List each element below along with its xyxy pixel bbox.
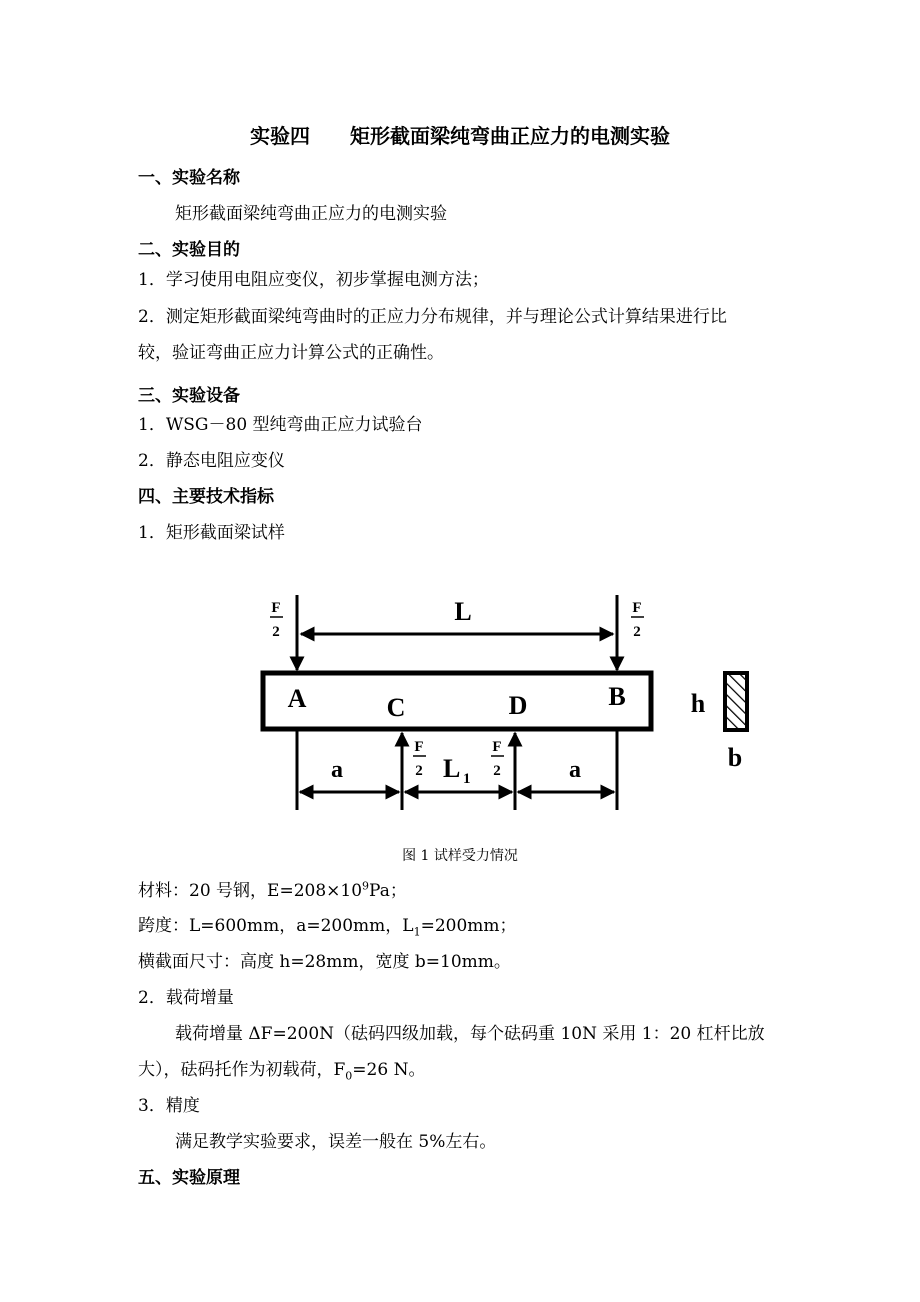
figure-caption: 图 1 试样受力情况 (402, 848, 518, 864)
label-F-denominator: 2 (633, 624, 641, 640)
objective-item: 1．学习使用电阻应变仪，初步掌握电测方法； (138, 270, 489, 290)
spec-item-3: 3．精度 (138, 1096, 200, 1116)
cross-section-hatched (725, 673, 747, 730)
label-F-numerator: F (492, 739, 502, 755)
label-L1-subscript: 1 (463, 771, 471, 787)
spec-item-2: 2．载荷增量 (138, 988, 234, 1008)
objective-item: 2．测定矩形截面梁纯弯曲时的正应力分布规律，并与理论公式计算结果进行比 (138, 307, 727, 327)
label-L1: L (443, 754, 461, 783)
label-F-denominator: 2 (415, 763, 423, 779)
section-4-heading: 四、主要技术指标 (138, 487, 274, 507)
label-a-left: a (331, 757, 343, 783)
load-text-line-2: 大），砝码托作为初载荷，$F_0=26$ N。 (138, 1060, 426, 1083)
section-2-heading: 二、实验目的 (138, 240, 240, 260)
label-F-numerator: F (271, 600, 281, 616)
label-F-numerator: F (632, 600, 642, 616)
section-1-heading: 一、实验名称 (138, 168, 240, 188)
load-text-line-1: 载荷增量 ΔF=200N（砝码四级加载，每个砝码重 10N 采用 1：20 杠杆比放 (175, 1024, 765, 1044)
objective-item: 较，验证弯曲正应力计算公式的正确性。 (138, 343, 444, 363)
point-A-label: A (287, 684, 307, 713)
label-F-denominator: 2 (272, 624, 280, 640)
page-title (0, 122, 920, 150)
section-5-heading: 五、实验原理 (138, 1168, 240, 1188)
label-b: b (727, 743, 743, 772)
title-number: 实验四 (250, 124, 310, 148)
section-3-heading: 三、实验设备 (138, 386, 240, 406)
section-1-text: 矩形截面梁纯弯曲正应力的电测实验 (175, 204, 447, 224)
label-L: L (454, 597, 472, 626)
beam-outline (263, 673, 651, 729)
equipment-item: 1．WSG－80 型纯弯曲正应力试验台 (138, 415, 423, 435)
label-a-right: a (569, 757, 581, 783)
point-C-label: C (386, 693, 406, 722)
spec-item-1: 1．矩形截面梁试样 (138, 523, 285, 543)
label-F-numerator: F (414, 739, 424, 755)
section-size-line: 横截面尺寸：高度 h=28mm，宽度 b=10mm。 (138, 952, 511, 972)
span-line: 跨度：L=600mm，a=200mm，$L_1=200mm$； (138, 916, 517, 939)
label-F-denominator: 2 (493, 763, 501, 779)
beam-load-diagram (0, 580, 920, 840)
label-h: h (690, 689, 706, 718)
point-D-label: D (508, 691, 528, 720)
material-line: 材料：20 号钢，$E=208\times 10^9Pa$； (138, 879, 407, 901)
point-B-label: B (608, 682, 626, 711)
title-text: 矩形截面梁纯弯曲正应力的电测实验 (350, 124, 670, 148)
precision-text: 满足教学实验要求，误差一般在 5%左右。 (175, 1132, 497, 1152)
equipment-item: 2．静态电阻应变仪 (138, 451, 285, 471)
